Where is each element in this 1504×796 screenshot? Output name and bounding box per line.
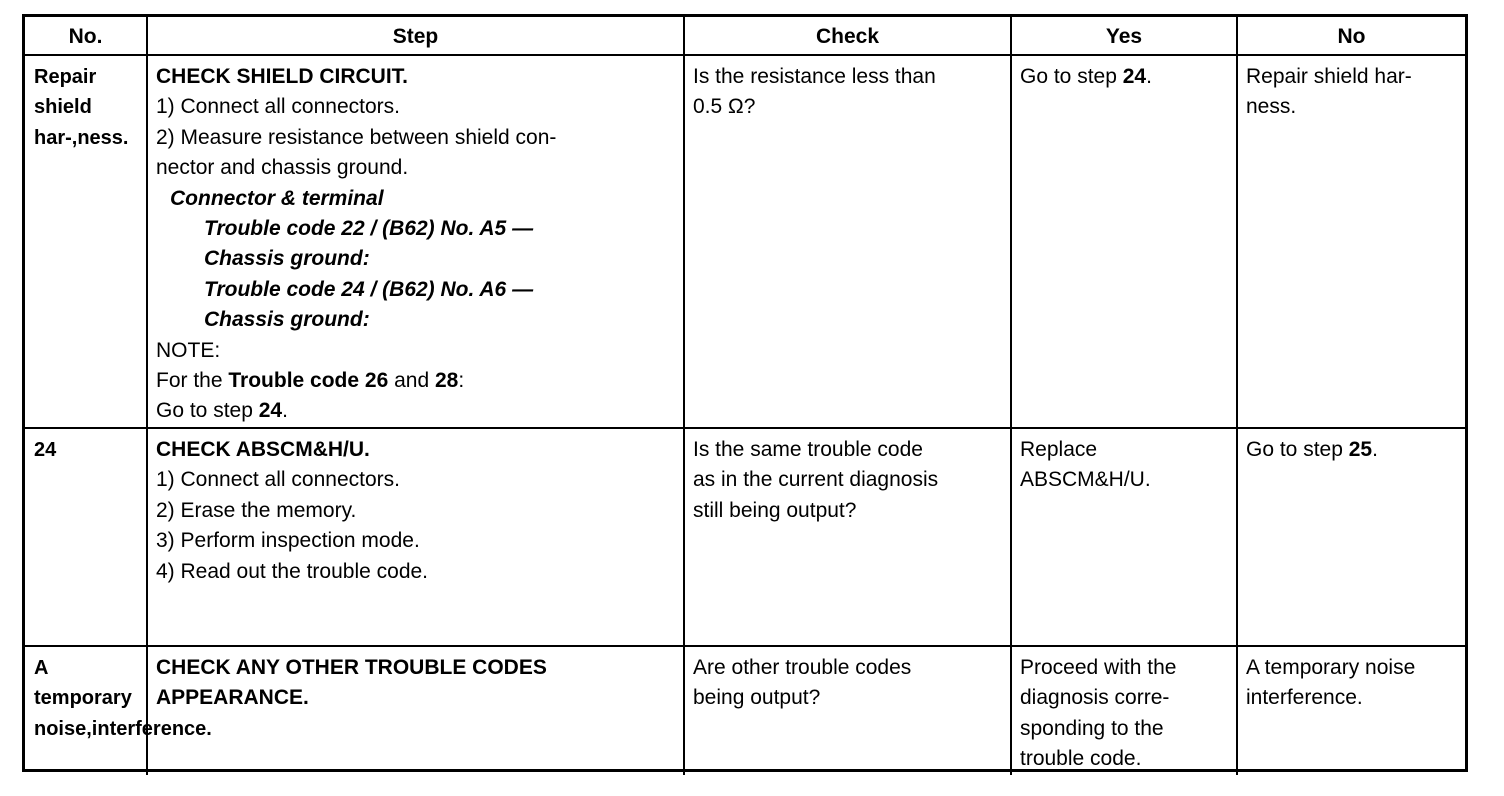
connector-heading: Connector & terminal [170,186,384,210]
step-cell [147,646,684,775]
header-check: Check [684,17,1011,55]
header-step: Step [147,17,684,55]
check-line: being output? [693,686,821,710]
check-cell [684,55,1011,428]
step-line: 1) Connect all connectors. [156,468,400,492]
diagnosis-table-frame [22,14,1468,772]
no-step: 25 [1348,437,1373,461]
yes-step: 24 [1122,65,1147,88]
no-line: ness. [1246,95,1297,119]
no-cell [1237,428,1465,646]
yes-suffix: . [1146,65,1152,88]
yes-cell [1011,55,1237,428]
terminal-line: Trouble code 24 / (B62) No. A6 — [204,277,534,301]
step-number: Repair shield har-,ness. [34,66,129,149]
yes-line: diagnosis corre- [1020,686,1170,710]
step-line: 4) Read out the trouble code. [156,559,429,583]
note-colon: : [458,369,465,393]
step-line: 1) Connect all connectors. [156,95,400,119]
header-row [25,17,1465,55]
step-line: nector and chassis ground. [156,156,409,180]
yes-cell [1011,428,1237,646]
step-title: APPEARANCE. [156,686,309,710]
step-number: A temporary noise,interference. [34,656,212,740]
check-line: Are other trouble codes [693,655,912,679]
goto-prefix: Go to step [156,399,259,423]
no-line: A temporary noise [1246,655,1416,679]
check-line: Is the resistance less than [693,65,936,88]
terminal-line: Chassis ground: [204,308,370,332]
yes-line: Replace [1020,437,1098,461]
yes-line: sponding to the [1020,716,1164,740]
yes-cell [1011,646,1237,775]
no-line: Repair shield har- [1246,65,1412,88]
step-cell [147,55,684,428]
check-cell [684,646,1011,775]
note-label: NOTE: [156,338,221,362]
yes-line: Proceed with the [1020,655,1177,679]
check-line: Is the same trouble code [693,437,923,461]
step-number-cell [25,646,212,775]
step-title: CHECK ANY OTHER TROUBLE CODES [156,655,547,679]
table-row [25,646,1465,775]
yes-line: ABSCM&H/U. [1020,468,1151,492]
terminal-line: Chassis ground: [204,247,370,271]
step-title: CHECK ABSCM&H/U. [156,437,370,461]
table-row [25,428,1465,646]
step-number: 24 [34,438,57,461]
no-line: interference. [1246,686,1363,710]
yes-line [1020,62,1228,92]
header-no: No. [25,17,147,55]
goto-line [156,396,675,426]
check-line: as in the current diagnosis [693,468,939,492]
step-cell [147,428,684,646]
no-prefix: Go to step [1246,437,1349,461]
step-line: 2) Measure resistance between shield con- [156,125,557,149]
step-line: 2) Erase the memory. [156,498,357,522]
note-prefix: For the [156,369,229,393]
header-no-result: No [1237,17,1465,55]
no-cell [1237,55,1465,428]
note-code: Trouble code 26 [228,369,389,393]
note-and: and [388,369,435,393]
check-line: 0.5 Ω? [693,95,756,119]
terminal-line: Trouble code 22 / (B62) No. A5 — [204,217,534,241]
note-text [156,366,675,396]
step-number-cell [25,55,147,428]
goto-step: 24 [258,399,283,423]
diagnosis-table [25,17,1465,775]
step-number-cell [25,428,147,646]
step-line: 3) Perform inspection mode. [156,529,420,553]
no-line [1246,435,1457,465]
no-suffix: . [1372,437,1378,461]
no-cell [1237,646,1465,775]
yes-line: trouble code. [1020,747,1142,771]
header-yes: Yes [1011,17,1237,55]
step-title: CHECK SHIELD CIRCUIT. [156,65,409,88]
note-code-28: 28 [434,369,459,393]
table-row [25,55,1465,428]
check-cell [684,428,1011,646]
yes-prefix: Go to step [1020,65,1123,88]
check-line: still being output? [693,498,857,522]
goto-suffix: . [282,399,288,423]
